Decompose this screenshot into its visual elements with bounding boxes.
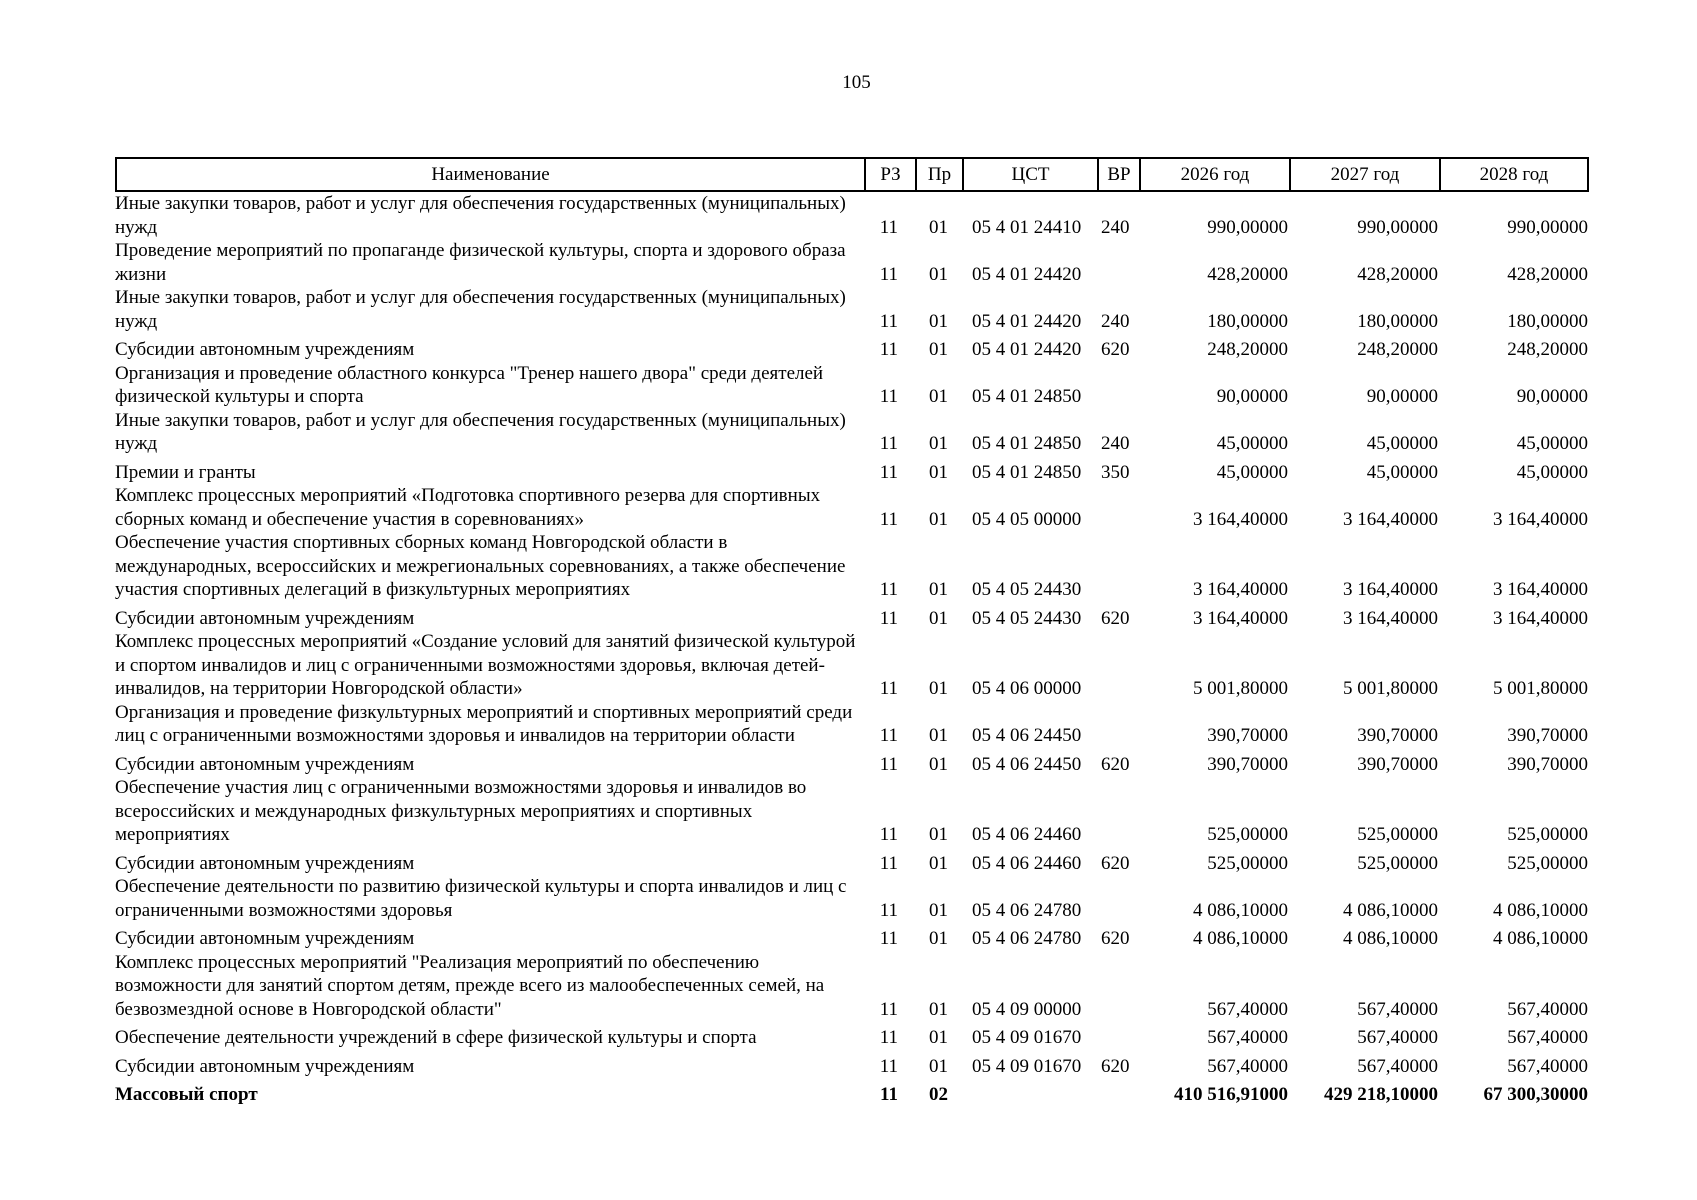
cell-2027: 390,70000 bbox=[1357, 725, 1438, 746]
cell-vr: 620 bbox=[1101, 852, 1130, 874]
cell-rz: 11 bbox=[879, 339, 898, 360]
cell-2028: 3 164,40000 bbox=[1493, 607, 1588, 629]
cell-vr bbox=[1097, 362, 1139, 409]
table-row bbox=[115, 409, 1589, 456]
cell-vr bbox=[1097, 875, 1139, 922]
cell-rz: 11 bbox=[879, 998, 898, 1020]
cell-rz: 11 bbox=[879, 607, 898, 629]
cell-cst: 05 4 06 24780 bbox=[972, 899, 1082, 921]
cell-2028: 45,00000 bbox=[1516, 461, 1588, 483]
cell-vr bbox=[1097, 531, 1139, 602]
cell-pr: 01 bbox=[929, 386, 948, 407]
table-row bbox=[115, 701, 1589, 748]
cell-2027: 4 086,10000 bbox=[1343, 899, 1438, 921]
cell-2026: 3 164,40000 bbox=[1193, 508, 1288, 530]
cell-rz: 11 bbox=[879, 386, 898, 407]
cell-2026: 180,00000 bbox=[1207, 310, 1288, 332]
cell-cst: 05 4 05 24430 bbox=[972, 579, 1082, 600]
cell-cst: 05 4 01 24420 bbox=[972, 263, 1082, 285]
cell-2028: 428,20000 bbox=[1507, 263, 1588, 285]
cell-name: Проведение мероприятий по пропаганде физической культуры, спорта и здорового образа жизни bbox=[115, 240, 846, 285]
cell-rz: 11 bbox=[879, 508, 898, 530]
cell-vr bbox=[1097, 630, 1139, 701]
cell-vr: 240 bbox=[1101, 310, 1130, 332]
cell-vr: 620 bbox=[1101, 928, 1130, 949]
cell-2026: 525,00000 bbox=[1207, 824, 1288, 845]
cell-cst: 05 4 06 24450 bbox=[972, 753, 1082, 775]
cell-rz: 11 bbox=[879, 310, 898, 332]
cell-2027: 567,40000 bbox=[1357, 1027, 1438, 1048]
cell-2026: 567,40000 bbox=[1207, 1055, 1288, 1077]
cell-name: Обеспечение деятельности учреждений в сфере физической культуры и спорта bbox=[115, 1027, 757, 1048]
cell-2026: 410 516,91000 bbox=[1174, 1084, 1288, 1105]
cell-2028: 45,00000 bbox=[1516, 433, 1588, 454]
cell-pr: 01 bbox=[929, 928, 948, 949]
cell-pr: 01 bbox=[929, 852, 948, 874]
cell-name: Субсидии автономным учреждениям bbox=[115, 753, 415, 775]
cell-vr: 350 bbox=[1101, 461, 1130, 483]
cell-vr: 240 bbox=[1101, 433, 1130, 454]
cell-rz: 11 bbox=[879, 461, 898, 483]
table-row bbox=[115, 951, 1589, 1022]
cell-pr: 01 bbox=[929, 753, 948, 775]
cell-pr: 01 bbox=[929, 678, 948, 699]
cell-pr: 01 bbox=[929, 1027, 948, 1048]
cell-cst: 05 4 06 24450 bbox=[972, 725, 1082, 746]
cell-2028: 525,00000 bbox=[1507, 852, 1588, 874]
cell-2026: 45,00000 bbox=[1216, 461, 1288, 483]
table-body bbox=[115, 192, 1589, 1107]
cell-cst: 05 4 01 24850 bbox=[972, 433, 1082, 454]
cell-2026: 3 164,40000 bbox=[1193, 579, 1288, 600]
cell-vr bbox=[1097, 951, 1139, 1022]
header-pr: Пр bbox=[915, 157, 962, 192]
cell-vr bbox=[1097, 239, 1139, 286]
cell-2028: 567,40000 bbox=[1507, 1055, 1588, 1077]
cell-name: Обеспечение деятельности по развитию физической культуры и спорта инвалидов и лиц с ограниченными возможностями здоровья bbox=[115, 876, 847, 921]
cell-vr: 620 bbox=[1101, 339, 1130, 360]
cell-name: Иные закупки товаров, работ и услуг для обеспечения государственных (муниципальных) нужд bbox=[115, 193, 846, 238]
cell-pr: 01 bbox=[929, 339, 948, 360]
cell-vr bbox=[1097, 701, 1139, 748]
cell-2026: 248,20000 bbox=[1207, 339, 1288, 360]
cell-2027: 180,00000 bbox=[1357, 310, 1438, 332]
table-row bbox=[115, 748, 1589, 777]
header-vr: ВР bbox=[1097, 157, 1139, 192]
cell-cst: 05 4 01 24850 bbox=[972, 461, 1082, 483]
cell-rz: 11 bbox=[879, 928, 898, 949]
cell-2028: 3 164,40000 bbox=[1493, 508, 1588, 530]
cell-pr: 01 bbox=[929, 899, 948, 921]
table-row bbox=[115, 602, 1589, 631]
table-row bbox=[115, 286, 1589, 333]
cell-vr bbox=[1097, 484, 1139, 531]
cell-name: Субсидии автономным учреждениям bbox=[115, 339, 415, 360]
cell-2027: 5 001,80000 bbox=[1343, 678, 1438, 699]
cell-cst: 05 4 06 24460 bbox=[972, 824, 1082, 845]
table-row bbox=[115, 1021, 1589, 1050]
cell-vr bbox=[1097, 1078, 1139, 1107]
cell-vr: 240 bbox=[1101, 216, 1130, 238]
cell-2028: 525,00000 bbox=[1507, 824, 1588, 845]
cell-2027: 525,00000 bbox=[1357, 852, 1438, 874]
table-header-row bbox=[115, 157, 1589, 192]
cell-2028: 248,20000 bbox=[1507, 339, 1588, 360]
cell-cst: 05 4 01 24410 bbox=[972, 216, 1082, 238]
cell-name: Комплекс процессных мероприятий «Создание условий для занятий физической культурой и спортом инвалидов и лиц с ограниченными возможностями здоровья, включая детей-инвалидов, на территории Новгородской области» bbox=[115, 631, 856, 699]
cell-name: Организация и проведение областного конкурса "Тренер нашего двора" среди деятелей физической культуры и спорта bbox=[115, 362, 824, 407]
cell-cst: 05 4 09 01670 bbox=[972, 1055, 1082, 1077]
cell-2026: 3 164,40000 bbox=[1193, 607, 1288, 629]
cell-cst: 05 4 01 24420 bbox=[972, 339, 1082, 360]
cell-rz: 11 bbox=[879, 433, 898, 454]
cell-vr: 620 bbox=[1101, 1055, 1130, 1077]
cell-cst: 05 4 06 24780 bbox=[972, 928, 1082, 949]
cell-cst: 05 4 09 00000 bbox=[972, 998, 1082, 1020]
cell-pr: 01 bbox=[929, 216, 948, 238]
cell-pr: 01 bbox=[929, 725, 948, 746]
table-row bbox=[115, 922, 1589, 951]
cell-2026: 90,00000 bbox=[1216, 386, 1288, 407]
cell-2027: 525,00000 bbox=[1357, 824, 1438, 845]
cell-rz: 11 bbox=[879, 824, 898, 845]
cell-2028: 180,00000 bbox=[1507, 310, 1588, 332]
cell-2027: 248,20000 bbox=[1357, 339, 1438, 360]
cell-2028: 4 086,10000 bbox=[1493, 928, 1588, 949]
cell-2027: 428,20000 bbox=[1357, 263, 1438, 285]
cell-pr: 01 bbox=[929, 310, 948, 332]
cell-2026: 567,40000 bbox=[1207, 998, 1288, 1020]
cell-2026: 45,00000 bbox=[1216, 433, 1288, 454]
table-row bbox=[115, 456, 1589, 485]
cell-2026: 5 001,80000 bbox=[1193, 678, 1288, 699]
cell-pr: 01 bbox=[929, 461, 948, 483]
cell-2028: 390,70000 bbox=[1507, 753, 1588, 775]
cell-name: Иные закупки товаров, работ и услуг для обеспечения государственных (муниципальных) нужд bbox=[115, 287, 846, 332]
cell-cst: 05 4 06 00000 bbox=[972, 678, 1082, 699]
cell-2028: 567,40000 bbox=[1507, 1027, 1588, 1048]
cell-2027: 567,40000 bbox=[1357, 998, 1438, 1020]
cell-name: Комплекс процессных мероприятий «Подготовка спортивного резерва для спортивных сборных команд и обеспечение участия в соревнованиях» bbox=[115, 485, 821, 530]
table-row bbox=[115, 875, 1589, 922]
cell-pr: 01 bbox=[929, 263, 948, 285]
cell-name: Обеспечение участия лиц с ограниченными возможностями здоровья и инвалидов во всероссийских и международных физкультурных мероприятиях и спортивных мероприятиях bbox=[115, 777, 807, 845]
cell-rz: 11 bbox=[880, 1084, 898, 1105]
cell-vr: 620 bbox=[1101, 607, 1130, 629]
cell-rz: 11 bbox=[879, 1027, 898, 1048]
cell-rz: 11 bbox=[879, 216, 898, 238]
cell-cst: 05 4 01 24850 bbox=[972, 386, 1082, 407]
cell-2027: 45,00000 bbox=[1366, 461, 1438, 483]
cell-cst: 05 4 01 24420 bbox=[972, 310, 1082, 332]
cell-pr: 01 bbox=[929, 824, 948, 845]
table-row bbox=[115, 776, 1589, 847]
cell-cst bbox=[962, 1078, 1097, 1107]
cell-name: Субсидии автономным учреждениям bbox=[115, 607, 415, 629]
table-row bbox=[115, 847, 1589, 876]
cell-2026: 525,00000 bbox=[1207, 852, 1288, 874]
cell-2028: 390,70000 bbox=[1507, 725, 1588, 746]
cell-2027: 3 164,40000 bbox=[1343, 607, 1438, 629]
cell-2027: 567,40000 bbox=[1357, 1055, 1438, 1077]
cell-pr: 01 bbox=[929, 1055, 948, 1077]
cell-2027: 3 164,40000 bbox=[1343, 579, 1438, 600]
cell-2026: 390,70000 bbox=[1207, 725, 1288, 746]
header-2026: 2026 год bbox=[1139, 157, 1289, 192]
cell-2028: 67 300,30000 bbox=[1483, 1084, 1588, 1105]
table-row bbox=[115, 362, 1589, 409]
cell-2028: 990,00000 bbox=[1507, 216, 1588, 238]
cell-2026: 567,40000 bbox=[1207, 1027, 1288, 1048]
cell-pr: 01 bbox=[929, 579, 948, 600]
cell-2026: 390,70000 bbox=[1207, 753, 1288, 775]
cell-2028: 90,00000 bbox=[1516, 386, 1588, 407]
cell-2027: 45,00000 bbox=[1366, 433, 1438, 454]
cell-pr: 01 bbox=[929, 433, 948, 454]
table-row bbox=[115, 1050, 1589, 1079]
budget-table bbox=[115, 157, 1589, 1107]
cell-2028: 5 001,80000 bbox=[1493, 678, 1588, 699]
cell-cst: 05 4 09 01670 bbox=[972, 1027, 1082, 1048]
table-row bbox=[115, 192, 1589, 239]
cell-2027: 4 086,10000 bbox=[1343, 928, 1438, 949]
cell-vr bbox=[1097, 776, 1139, 847]
cell-name: Премии и гранты bbox=[115, 461, 256, 483]
cell-rz: 11 bbox=[879, 852, 898, 874]
cell-rz: 11 bbox=[879, 899, 898, 921]
cell-name: Иные закупки товаров, работ и услуг для обеспечения государственных (муниципальных) нужд bbox=[115, 409, 846, 454]
cell-pr: 01 bbox=[929, 998, 948, 1020]
cell-rz: 11 bbox=[879, 725, 898, 746]
page-number: 105 bbox=[842, 72, 871, 93]
cell-rz: 11 bbox=[879, 579, 898, 600]
cell-2028: 567,40000 bbox=[1507, 998, 1588, 1020]
cell-rz: 11 bbox=[879, 263, 898, 285]
table-row bbox=[115, 333, 1589, 362]
cell-2026: 4 086,10000 bbox=[1193, 899, 1288, 921]
table-row bbox=[115, 531, 1589, 602]
cell-name: Обеспечение участия спортивных сборных команд Новгородской области в международных, всероссийских и межрегиональных соревнованиях, а также обеспечение участия спортивных делегаций в физкультурных мероприятиях bbox=[115, 532, 846, 600]
cell-name: Массовый спорт bbox=[115, 1084, 258, 1105]
cell-rz: 11 bbox=[879, 753, 898, 775]
cell-name: Субсидии автономным учреждениям bbox=[115, 852, 415, 874]
header-name: Наименование bbox=[115, 157, 864, 192]
cell-name: Организация и проведение физкультурных мероприятий и спортивных мероприятий среди лиц с ограниченными возможностями здоровья и инвалидов на территории области bbox=[115, 701, 853, 746]
table-row bbox=[115, 630, 1589, 701]
cell-2026: 428,20000 bbox=[1207, 263, 1288, 285]
cell-2026: 4 086,10000 bbox=[1193, 928, 1288, 949]
header-cst: ЦСТ bbox=[962, 157, 1097, 192]
cell-rz: 11 bbox=[879, 1055, 898, 1077]
cell-2027: 429 218,10000 bbox=[1324, 1084, 1438, 1105]
cell-cst: 05 4 06 24460 bbox=[972, 852, 1082, 874]
cell-2027: 990,00000 bbox=[1357, 216, 1438, 238]
cell-2027: 390,70000 bbox=[1357, 753, 1438, 775]
cell-cst: 05 4 05 24430 bbox=[972, 607, 1082, 629]
cell-name: Комплекс процессных мероприятий "Реализация мероприятий по обеспечению возможности для занятий спортом детям, прежде всего из малообеспеченных семей, на безвозмездной основе в Новгородской области" bbox=[115, 951, 825, 1020]
header-2028: 2028 год bbox=[1439, 157, 1589, 192]
cell-vr bbox=[1097, 1021, 1139, 1050]
cell-vr: 620 bbox=[1101, 753, 1130, 775]
cell-2026: 990,00000 bbox=[1207, 216, 1288, 238]
table-row bbox=[115, 484, 1589, 531]
cell-pr: 02 bbox=[929, 1084, 948, 1105]
cell-name: Субсидии автономным учреждениям bbox=[115, 1055, 415, 1077]
cell-pr: 01 bbox=[929, 607, 948, 629]
table-row bbox=[115, 1078, 1589, 1107]
cell-2027: 90,00000 bbox=[1366, 386, 1438, 407]
cell-2028: 4 086,10000 bbox=[1493, 899, 1588, 921]
header-rz: РЗ bbox=[864, 157, 915, 192]
cell-pr: 01 bbox=[929, 508, 948, 530]
cell-name: Субсидии автономным учреждениям bbox=[115, 928, 415, 949]
header-2027: 2027 год bbox=[1289, 157, 1439, 192]
cell-rz: 11 bbox=[879, 678, 898, 699]
cell-2028: 3 164,40000 bbox=[1493, 579, 1588, 600]
cell-cst: 05 4 05 00000 bbox=[972, 508, 1082, 530]
table-row bbox=[115, 239, 1589, 286]
cell-2027: 3 164,40000 bbox=[1343, 508, 1438, 530]
